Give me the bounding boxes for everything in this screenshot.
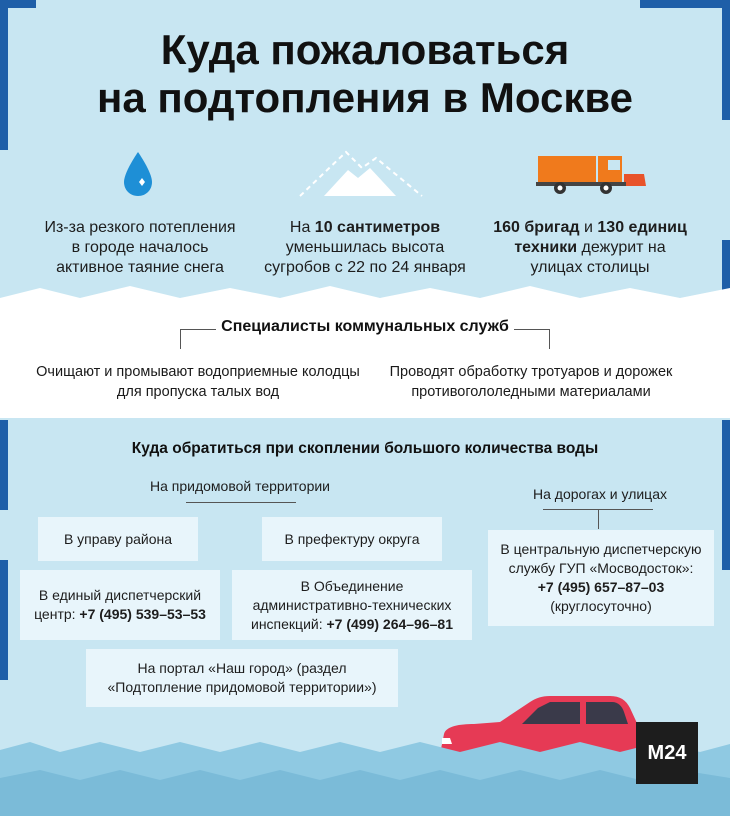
oati-phone: +7 (499) 264–96–81: [326, 615, 453, 632]
mosvodostok-line-2: службу ГУП «Мосводосток»:: [508, 560, 694, 576]
bracket-left-h: [180, 329, 216, 330]
dispatch-line-1: В единый диспетчерский: [38, 587, 202, 603]
water-drop-icon: [120, 150, 156, 198]
oati-pre: инспекций:: [251, 615, 327, 632]
fact-warming-line-3: активное таяние снега: [56, 259, 224, 276]
mosvodostok-box: [488, 530, 714, 626]
oati-line-3: [251, 615, 453, 634]
duty-wells-line-2: для пропуска талых вод: [116, 384, 280, 400]
contacts-heading: Куда обратиться при скоплении большого количества воды: [131, 440, 599, 457]
roads-section-label: На дорогах и улицах: [533, 486, 667, 502]
mosvodostok-phone: +7 (495) 657–87–03: [537, 579, 665, 595]
fact-brigades-bold-a: 160 бригад: [493, 219, 580, 236]
prefecture-box: [262, 517, 442, 561]
snow-mountain-icon: [296, 146, 426, 200]
dispatch-pre: центр:: [34, 606, 80, 622]
fact-brigades: [480, 218, 700, 278]
fact-warming-line-1: Из-за резкого потепления: [44, 219, 236, 236]
frame-top-left: [0, 0, 36, 8]
dispatch-line-2: [34, 605, 206, 624]
fact-brigades-bold-c: техники: [514, 239, 578, 256]
yard-section-label: На придомовой территории: [149, 478, 331, 494]
bracket-right-v: [549, 329, 550, 349]
portal-line-2: «Подтопление придомовой территории»): [107, 679, 377, 695]
m24-logo: [636, 722, 698, 784]
dispatch-phone: +7 (495) 539–53–53: [79, 606, 206, 622]
mosvodostok-line-1: В центральную диспетчерскую: [500, 541, 702, 557]
fact-brigades-rest: дежурит на: [577, 239, 666, 256]
bracket-left-v: [180, 329, 181, 349]
services-heading: Специалисты коммунальных служб: [221, 318, 509, 335]
fact-brigades-line-2: [480, 238, 700, 258]
fact-snow-bold: 10 сантиметров: [314, 219, 441, 236]
prefecture-label: В префектуру округа: [284, 530, 420, 547]
title-line-2: на подтопления в Москве: [97, 74, 633, 121]
duty-sidewalks-line-2: противогололедными материалами: [411, 384, 651, 400]
duty-wells: [30, 362, 366, 402]
bracket-right-h: [514, 329, 550, 330]
fact-brigades-mid: и: [579, 219, 598, 236]
duty-sidewalks-line-1: Проводят обработку тротуаров и дорожек: [389, 364, 673, 380]
oati-box: [232, 570, 472, 640]
snowplow-truck-icon: [536, 152, 648, 198]
fact-warming-line-2: в городе началось: [71, 239, 209, 256]
frame-top-right: [640, 0, 730, 8]
oati-line-2: административно-технических: [252, 596, 452, 613]
roads-section-tick: [598, 509, 599, 529]
dispatch-box: [20, 570, 220, 640]
fact-snow-line-3: сугробов с 22 по 24 января: [264, 259, 466, 276]
frame-left-mid: [0, 420, 8, 510]
page-title: [0, 26, 730, 122]
m24-logo-text: M24: [647, 741, 687, 764]
portal-box: [86, 649, 398, 707]
duty-sidewalks: [376, 362, 686, 402]
fact-snow-line-1: [250, 218, 480, 238]
uprava-box: [38, 517, 198, 561]
fact-brigades-line-3: улицах столицы: [530, 259, 650, 276]
fact-snow-pre: На: [289, 219, 315, 236]
yard-section-line: [186, 502, 296, 503]
fact-brigades-line-1: [480, 218, 700, 238]
fact-snow-height: [250, 218, 480, 278]
fact-snow-line-2: уменьшилась высота: [285, 239, 445, 256]
mosvodostok-line-4: (круглосуточно): [550, 598, 652, 614]
fact-brigades-bold-b: 130 единиц: [597, 219, 687, 236]
portal-line-1: На портал «Наш город» (раздел: [137, 660, 347, 676]
title-line-1: Куда пожаловаться: [160, 26, 570, 73]
fact-warming: [30, 218, 250, 278]
uprava-label: В управу района: [63, 530, 173, 547]
frame-left-bottom: [0, 560, 8, 680]
duty-wells-line-1: Очищают и промывают водоприемные колодцы: [36, 364, 360, 380]
water-waves: [0, 738, 730, 816]
oati-line-1: В Объединение: [300, 577, 404, 594]
